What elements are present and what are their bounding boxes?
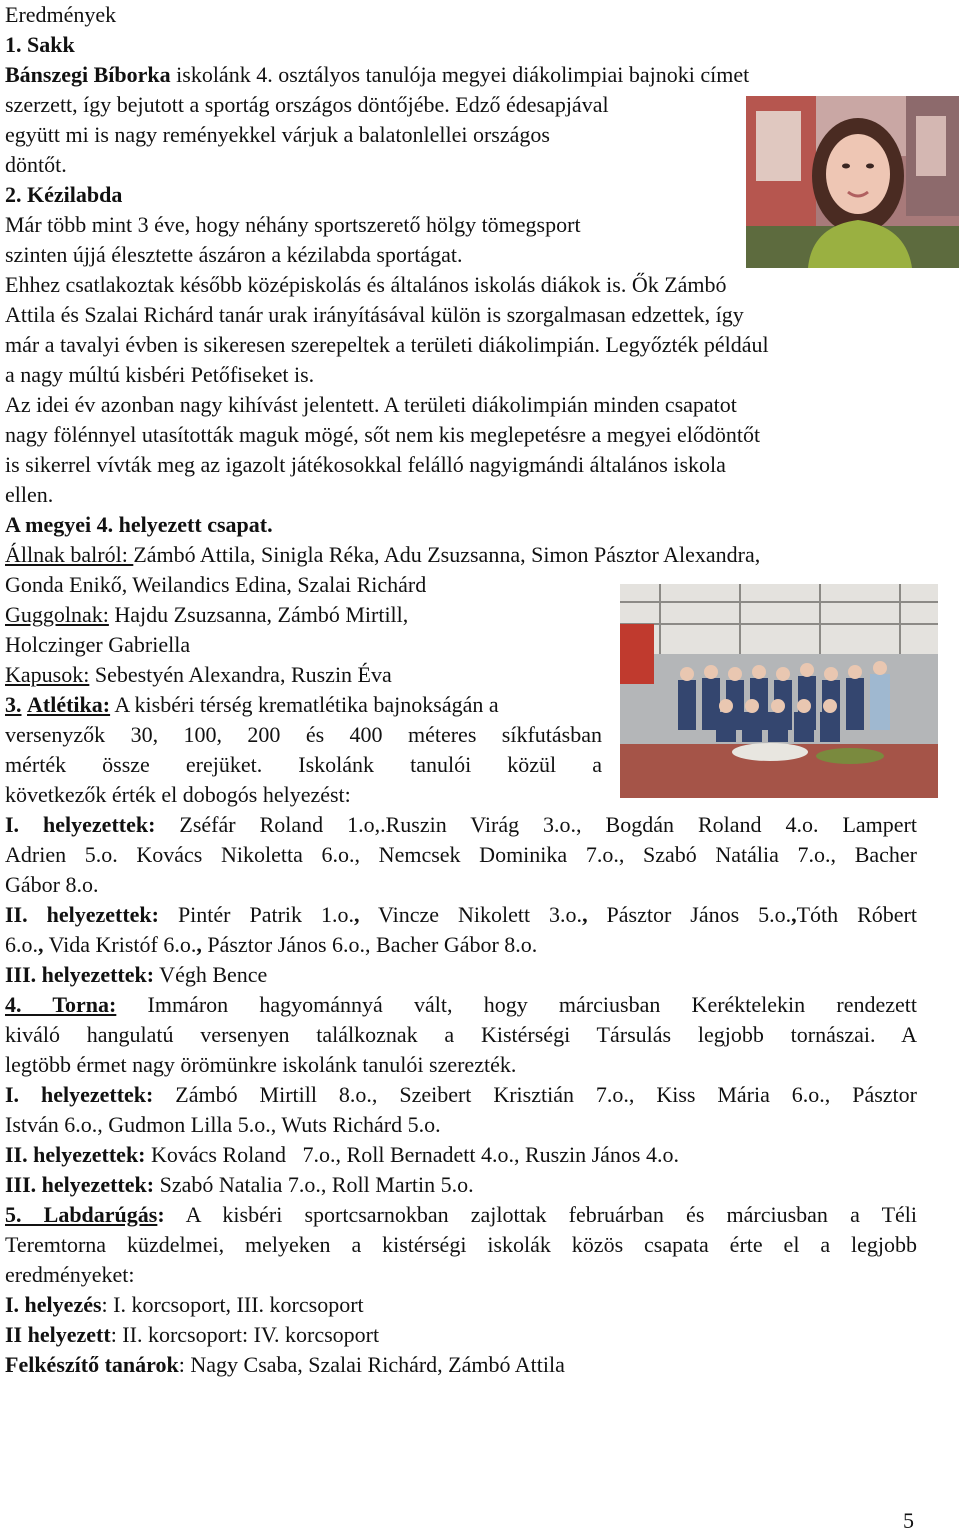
chess-title: 1. Sakk xyxy=(5,32,75,57)
handball-line-4: Attila és Szalai Richárd tanár urak irányításával külön is szorgalmasan edzettek, így xyxy=(5,302,744,327)
gymnastics-line-1 xyxy=(5,990,917,1020)
gymnastics-second-line xyxy=(5,1140,679,1170)
handball-line-9: is sikerrel vívták meg az igazolt játékosokkal feláll​ó nagyigmándi általános iskola xyxy=(5,452,726,477)
chess-line-4: döntőt. xyxy=(5,152,67,177)
athletics-second-line-1: II. helyezettek: Pintér Patrik 1.o., Vincze Nikolett 3.o., Pásztor János 5.o.,Tóth Róbert xyxy=(5,902,918,927)
athletics-title: Atlétika: xyxy=(27,692,111,717)
handball-team-photo xyxy=(620,584,938,798)
athletics-second-a: Pintér Patrik 1.o. xyxy=(158,902,354,927)
keepers-label: Kapusok: xyxy=(5,662,90,687)
keepers-line xyxy=(5,660,392,690)
kneeling-label: Guggolnak: xyxy=(5,602,109,627)
handball-line-1: Már több mint 3 éve, hogy néhány sportszerető hölgy tömegsport xyxy=(5,212,581,237)
handball-line-2: szinten újjá élesztette ászáron a kézilabda sportágat. xyxy=(5,242,463,267)
gymnastics-second-label: II. helyezettek: xyxy=(5,1142,146,1167)
athletics-second-label: II. helyezettek: xyxy=(5,902,159,927)
athletics-second-d: Tóth Róbert xyxy=(796,902,918,927)
handball-title: 2. Kézilabda xyxy=(5,182,123,207)
gymnastics-third-label: III. helyezettek: xyxy=(5,1172,155,1197)
coaches-label: Felkészítő tanárok xyxy=(5,1352,179,1377)
keepers-names: Sebestyén Alexandra, Ruszin Éva xyxy=(89,662,392,687)
athletics-first-label: I. helyezettek: xyxy=(5,812,156,837)
handball-line-5: már a tavalyi évben is sikeresen szerepeltek a területi diákolimpián. Legyőzték például xyxy=(5,332,769,357)
football-first-rest: : I. korcsoport, III. korcsoport xyxy=(101,1292,364,1317)
kneeling-names: Hajdu Zsuzsanna, Zámbó Mirtill, xyxy=(108,602,409,627)
athletics-line-1-text: A kisbéri térség krematlétika bajnokságán a xyxy=(110,692,499,717)
gymnastics-first-line-1 xyxy=(5,1080,917,1110)
athletics-second-c: Pásztor János 5.o. xyxy=(587,902,792,927)
football-second-rest: : II. korcsoport: IV. korcsoport xyxy=(110,1322,380,1347)
athletics-second-2b: Vida Kristóf 6.o. xyxy=(43,932,197,957)
gymnastics-line-2: kiváló hangulatú versenyen találkoznak a Kistérségi Társulás legjobb tornászai. A xyxy=(5,1022,917,1047)
gymnastics-first-label: I. helyezettek: xyxy=(5,1082,154,1107)
athletics-first-line-1 xyxy=(5,810,917,840)
athletics-second-line-2: 6.o., Vida Kristóf 6.o., Pásztor János 6.o., Bacher Gábor 8.o. xyxy=(5,932,538,957)
athletics-third-line xyxy=(5,960,267,990)
football-line-3: eredményeket: xyxy=(5,1262,135,1287)
athletics-second-2c: Pásztor János 6.o., Bacher Gábor 8.o. xyxy=(201,932,538,957)
athletics-first-line-3: Gábor 8.o. xyxy=(5,872,99,897)
standing-label: Állnak balról: xyxy=(5,542,134,567)
team-caption: A megyei 4. helyezett csapat. xyxy=(5,512,273,537)
athletics-second-b: Vincze Nikolett 3.o. xyxy=(359,902,583,927)
football-title: 5. Labdarúgás xyxy=(5,1202,158,1227)
gymnastics-title: 4. Torna: xyxy=(5,992,117,1017)
athletics-first-names-1: Zséfár Roland 1.o,.Ruszin Virág 3.o., Bogdán Roland 4.o. Lampert xyxy=(155,812,917,837)
gymnastics-first-line-2: István 6.o., Gudmon Lilla 5.o., Wuts Richárd 5.o. xyxy=(5,1112,441,1137)
chess-line-3: együtt mi is nagy reményekkel várjuk a balatonlellei országos xyxy=(5,122,550,147)
gymnastics-line-1-text: Immáron hagyománnyá vált, hogy márciusban Keréktelekin rendezett xyxy=(116,992,917,1017)
handball-line-7: Az idei év azonban nagy kihívást jelentett. A területi diákolimpián minden csapatot xyxy=(5,392,737,417)
athletics-line-1 xyxy=(5,690,499,720)
athletics-second-2a: 6.o. xyxy=(5,932,38,957)
football-line-1 xyxy=(5,1200,917,1230)
standing-line-2: Gonda Enikő, Weilandics Edina, Szalai Richárd xyxy=(5,572,427,597)
football-line-1-text: A kisbéri sportcsarnokban zajlottak februárban és márciusban a Téli xyxy=(164,1202,918,1227)
football-line-2: Teremtorna küzdelmei, melyeken a kistérségi iskolák közös csapata érte el a legjobb xyxy=(5,1232,917,1257)
results-heading: Eredmények xyxy=(5,2,117,27)
chess-student-photo xyxy=(746,96,959,268)
gymnastics-second-names: Kovács Roland 7.o., Roll Bernadett 4.o., Ruszin János 4.o. xyxy=(145,1142,679,1167)
chess-line-1-text: iskolánk 4. osztályos tanulója megyei diákolimpiai bajnoki címet xyxy=(170,62,750,87)
handball-line-10: ellen. xyxy=(5,482,54,507)
standing-names: Zámbó Attila, Sinigla Réka, Adu Zsuzsanna, Simon Pásztor Alexandra, xyxy=(133,542,761,567)
page-number: 5 xyxy=(903,1508,914,1533)
handball-line-8: nagy fölénnyel utasították maguk mögé, sőt nem kis meglepetésre a megyei elődöntőt xyxy=(5,422,761,447)
coaches-line xyxy=(5,1350,565,1380)
standing-line xyxy=(5,540,760,570)
athletics-line-2: versenyzők 30, 100, 200 és 400 méteres síkfutásban xyxy=(5,722,602,747)
chess-line-2: szerzett, így bejutott a sportág országos döntőjébe. Edző édesapjával xyxy=(5,92,609,117)
kneeling-line xyxy=(5,600,408,630)
athletics-third-label: III. helyezettek: xyxy=(5,962,155,987)
handball-line-3: Ehhez csatlakoztak később középiskolás és általános iskolás diákok is. Ők Zámbó xyxy=(5,272,727,297)
gymnastics-third-line xyxy=(5,1170,474,1200)
gymnastics-first-names-1: Zámbó Mirtill 8.o., Szeibert Krisztián 7.o., Kiss Mária 6.o., Pásztor xyxy=(153,1082,917,1107)
chess-line-1 xyxy=(5,60,749,90)
athletics-line-4: következők érték el dobogós helyezést: xyxy=(5,782,351,807)
football-first-label: I. helyezés xyxy=(5,1292,102,1317)
football-colon: : xyxy=(157,1202,165,1227)
gymnastics-third-names: Szabó Natalia 7.o., Roll Martin 5.o. xyxy=(154,1172,474,1197)
athletics-third-names: Végh Bence xyxy=(154,962,268,987)
coaches-rest: : Nagy Csaba, Szalai Richárd, Zámbó Attila xyxy=(178,1352,565,1377)
kneeling-line-2: Holczinger Gabriella xyxy=(5,632,191,657)
athletics-line-3: mérték össze erejüket. Iskolánk tanulói közül a xyxy=(5,752,602,777)
football-second-line xyxy=(5,1320,379,1350)
football-second-label: II helyezett xyxy=(5,1322,111,1347)
gymnastics-line-3: legtöbb érmet nagy örömünkre iskolánk tanulói szerezték. xyxy=(5,1052,517,1077)
handball-line-6: a nagy múltú kisbéri Petőfiseket is. xyxy=(5,362,315,387)
athletics-first-line-2: Adrien 5.o. Kovács Nikoletta 6.o., Nemcsek Dominika 7.o., Szabó Natália 7.o., Bacher xyxy=(5,842,917,867)
athletics-num: 3. xyxy=(5,692,22,717)
chess-student-name: Bánszegi Bíborka xyxy=(5,62,171,87)
football-first-line xyxy=(5,1290,364,1320)
